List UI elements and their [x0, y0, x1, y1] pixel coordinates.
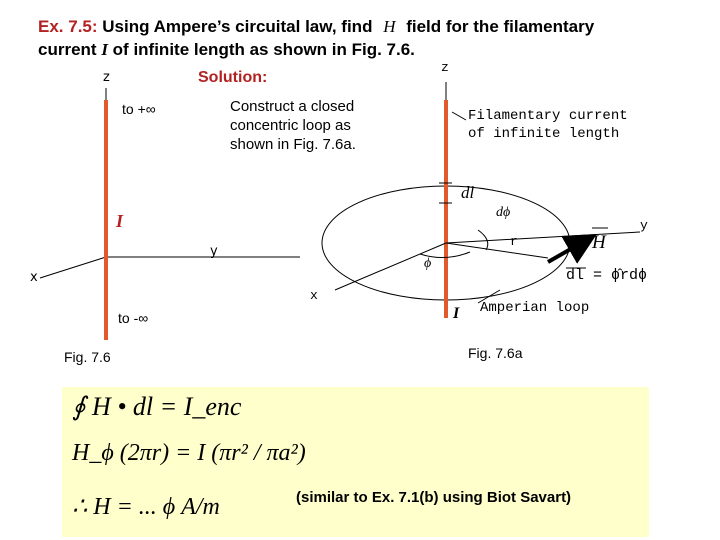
fig76-x-label: x — [30, 270, 38, 285]
h-field-arrow — [548, 238, 590, 262]
radius-line — [446, 243, 548, 258]
fig76a-y-label: y — [640, 218, 648, 233]
fig76a-current-label: I — [453, 305, 460, 322]
equation-h-phi: H_ϕ (2πr) = I (πr² / πa²) — [72, 440, 306, 466]
biot-savart-note: (similar to Ex. 7.1(b) using Biot Savart) — [296, 489, 572, 506]
fig76-top-label: to +∞ — [122, 101, 156, 117]
dphi-label: dϕ — [496, 205, 511, 220]
h-symbol: H — [383, 17, 396, 36]
dl-label: dl — [461, 183, 475, 202]
title-text-end: field for the filamentary — [406, 17, 595, 36]
fig76a-y-axis — [446, 232, 640, 243]
amperian-loop-label: Amperian loop — [480, 300, 590, 316]
dphi-arc — [478, 230, 488, 250]
fig76-y-label: y — [210, 244, 218, 259]
filament-line1: Filamentary current — [468, 108, 628, 124]
title-text: Using Ampere’s circuital law, find — [102, 17, 373, 36]
phi-label: ϕ — [424, 256, 432, 271]
fig76-z-label: z — [103, 70, 110, 85]
current-symbol: I — [101, 40, 108, 59]
title-current-prefix: current — [38, 40, 97, 59]
solution-text: Construct a closed concentric loop as shown in Fig. 7.6a. — [230, 98, 356, 153]
fig76-caption: Fig. 7.6 — [64, 349, 111, 365]
solution-label: Solution: — [198, 69, 268, 86]
h-label: H — [592, 232, 606, 253]
fig76a-z-label: z — [441, 60, 449, 75]
fig76-bottom-label: to -∞ — [118, 310, 149, 326]
fig76a-caption: Fig. 7.6a — [468, 345, 523, 361]
filament-line2: of infinite length — [468, 126, 620, 142]
equation-result: ∴ H = ... ϕ A/m — [72, 494, 220, 520]
fig76-current-label: I — [116, 211, 124, 231]
filament-leader — [452, 112, 466, 120]
r-label: r — [510, 234, 518, 249]
equation-ampere: ∮ H • dl = I_enc — [72, 392, 242, 421]
title-line2-end: of infinite length as shown in Fig. 7.6. — [112, 40, 415, 59]
example-label: Ex. 7.5: — [38, 17, 98, 36]
dl-equation: dl = ϕ̂rdϕ — [566, 267, 648, 284]
fig76-x-axis — [40, 257, 106, 278]
fig76a-x-label: x — [310, 288, 318, 303]
